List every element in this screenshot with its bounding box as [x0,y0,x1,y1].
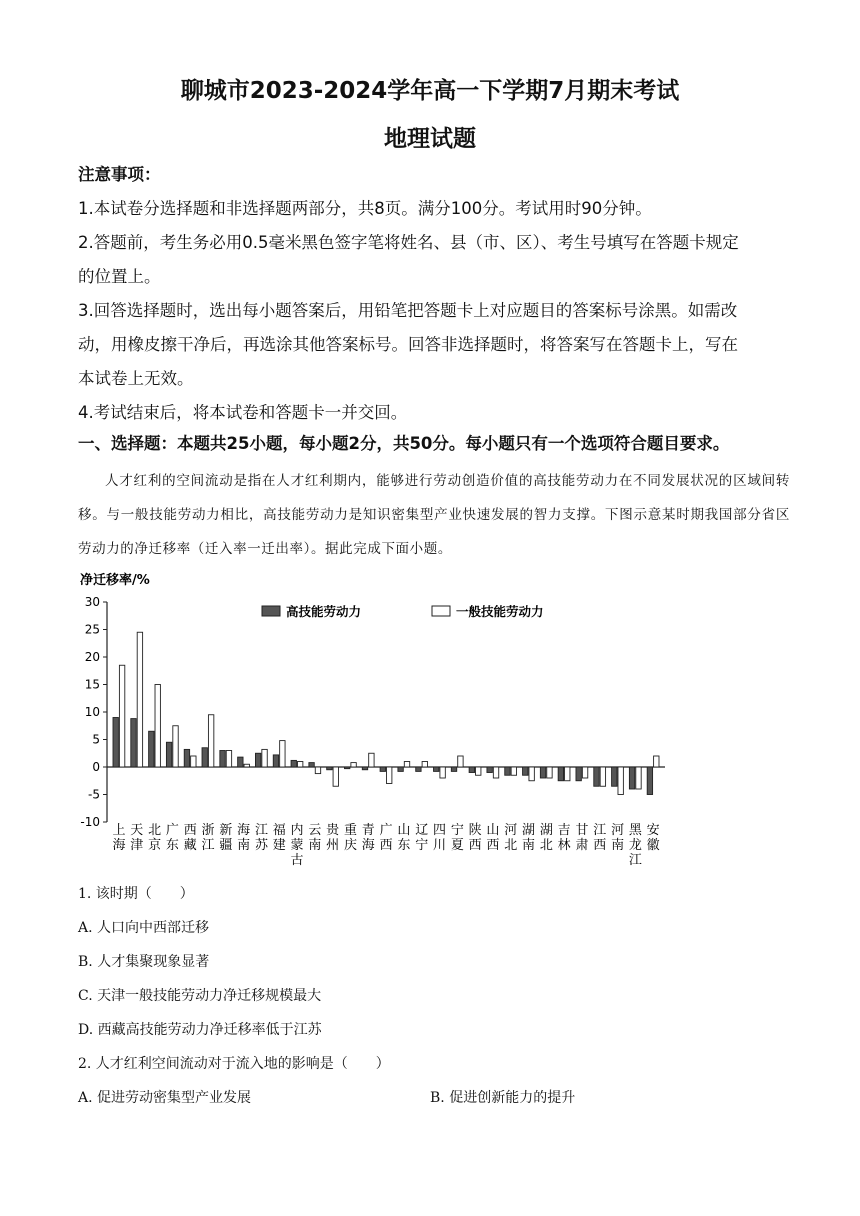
bar-general-skill [493,767,498,778]
bar-general-skill [226,751,231,768]
bar-general-skill [262,749,267,767]
bar-general-skill [600,767,605,786]
exam-title: 聊城市2023-2024学年高一下学期7月期末考试 [180,78,680,104]
bar-high-skill [273,755,278,767]
category-label: 浙江 [201,823,215,853]
bar-general-skill [422,762,427,768]
category-label: 四川 [433,823,447,853]
category-label: 内蒙古 [290,823,304,866]
exam-subtitle: 地理试题 [384,126,476,152]
bar-high-skill [576,767,581,781]
notice-line-3b: 动，用橡皮擦干净后，再选涂其他答案标号。回答非选择题时，将答案写在答题卡上，写在 [78,335,738,354]
bar-high-skill [434,767,439,771]
category-label: 安徽 [646,823,660,853]
bar-general-skill [511,767,516,775]
question-1-option-b: B. 人才集聚现象显著 [78,954,210,970]
bar-high-skill [505,767,510,775]
category-label: 湖南 [522,823,536,853]
bar-general-skill [155,685,160,768]
bar-general-skill [476,767,481,775]
notice-line-2a: 2.答题前，考生务必用0.5毫米黑色签字笔将姓名、县（市、区）、考生号填写在答题卡规定 [78,233,739,252]
question-2-option-b: B. 促进创新能力的提升 [430,1090,576,1106]
bar-high-skill [487,767,492,773]
bar-general-skill [529,767,534,781]
bar-high-skill [647,767,652,795]
notice-block [78,158,788,430]
category-label: 江苏 [254,823,268,853]
bar-high-skill [344,767,349,769]
y-axis-label: 净迁移率/% [80,573,150,588]
category-label: 甘肃 [575,823,589,853]
bar-general-skill [654,756,659,767]
category-label: 福建 [272,823,286,853]
section-title: 一、选择题：本题共25小题，每小题2分，共50分。每小题只有一个选项符合题目要求。 [78,434,730,453]
bar-high-skill [416,767,421,771]
category-label: 上海 [112,823,126,853]
category-label: 陕西 [468,823,482,853]
category-label: 重庆 [343,823,357,853]
bar-high-skill [612,767,617,786]
bar-high-skill [309,763,314,767]
bar-high-skill [629,767,634,789]
question-1: 1. 该时期（ ） [78,886,194,902]
notice-line-2b: 的位置上。 [78,267,161,286]
material-text: 人才红利的空间流动是指在人才红利期内，能够进行劳动创造价值的高技能劳动力在不同发展状况的区域间转移。与一般技能劳动力相比，高技能劳动力是知识密集型产业快速发展的智力支撑。下图示意某时期我国部分省区劳动力的净迁移率（迁入率一迁出率）。据此完成下面小题。 [78,473,790,557]
bar-general-skill [565,767,570,781]
bar-general-skill [582,767,587,778]
legend-swatch [262,606,280,616]
question-1-option-a: A. 人口向中西部迁移 [78,920,210,936]
bar-high-skill [166,742,171,767]
y-tick-label: 5 [92,732,100,747]
y-tick-label: 25 [84,622,100,637]
category-label: 贵州 [326,823,340,853]
legend-label: 一般技能劳动力 [456,604,544,619]
question-1-option-c: C. 天津一般技能劳动力净迁移规模最大 [78,988,322,1004]
bar-high-skill [594,767,599,786]
category-label: 新疆 [219,823,233,853]
y-tick-label: 0 [92,760,100,774]
category-label: 北京 [148,823,162,853]
bar-high-skill [291,760,296,767]
bar-high-skill [558,767,563,781]
y-tick-label: 15 [84,677,100,692]
bar-general-skill [458,756,463,767]
category-label: 广东 [165,823,179,853]
question-1-option-d: D. 西藏高技能劳动力净迁移率低于江苏 [78,1022,322,1038]
bar-general-skill [440,767,445,778]
bar-high-skill [380,767,385,771]
bar-general-skill [333,767,338,786]
bar-high-skill [238,757,243,767]
category-label: 吉林 [557,823,571,853]
bar-general-skill [386,767,391,784]
bar-high-skill [451,767,456,771]
category-label: 山西 [486,823,500,853]
bar-general-skill [173,726,178,767]
y-tick-label: 10 [84,705,100,719]
bar-general-skill [351,763,356,767]
bar-high-skill [131,719,136,767]
bar-high-skill [327,767,332,770]
category-label: 海南 [237,823,251,853]
bar-general-skill [369,753,374,767]
legend-label: 高技能劳动力 [286,604,362,619]
y-tick-label: -5 [88,787,100,802]
category-label: 江西 [593,823,607,853]
bar-general-skill [547,767,552,778]
bar-general-skill [404,762,409,768]
bar-high-skill [540,767,545,778]
category-label: 青海 [361,823,375,853]
bar-general-skill [636,767,641,789]
category-label: 山东 [397,823,411,853]
y-tick-label: -10 [80,815,100,829]
bar-general-skill [137,632,142,767]
category-label: 西藏 [183,823,197,853]
bar-high-skill [220,751,225,768]
category-label: 河北 [504,823,518,853]
question-2: 2. 人才红利空间流动对于流入地的影响是（ ） [78,1056,390,1072]
question-2-option-a: A. 促进劳动密集型产业发展 [78,1090,252,1106]
bar-high-skill [255,753,260,767]
notice-line-1: 1.本试卷分选择题和非选择题两部分，共8页。满分100分。考试用时90分钟。 [78,199,652,218]
category-label: 湖北 [539,823,553,853]
notice-heading: 注意事项： [78,165,161,184]
category-label: 黑龙江 [628,823,642,866]
category-label: 云南 [308,823,322,853]
bar-high-skill [202,748,207,767]
bar-high-skill [149,731,154,767]
bar-general-skill [119,665,124,767]
notice-line-3c: 本试卷上无效。 [78,369,194,388]
bar-high-skill [184,749,189,767]
notice-line-4: 4.考试结束后，将本试卷和答题卡一并交回。 [78,403,408,422]
category-label: 河南 [611,823,625,853]
y-tick-label: 20 [84,650,100,664]
bar-high-skill [469,767,474,773]
category-label: 辽宁 [415,823,429,853]
bar-high-skill [362,767,367,770]
legend-swatch [432,606,450,616]
notice-line-3a: 3.回答选择题时，选出每小题答案后，用铅笔把答题卡上对应题目的答案标号涂黑。如需改 [78,301,738,320]
y-tick-label: 30 [84,595,100,609]
bar-high-skill [113,718,118,768]
bar-general-skill [244,764,249,767]
migration-rate-chart [80,566,680,866]
bar-general-skill [297,762,302,768]
bar-general-skill [208,715,213,767]
bar-high-skill [398,767,403,771]
category-label: 宁夏 [450,823,464,853]
category-label: 广西 [379,823,393,853]
bar-general-skill [618,767,623,795]
bar-general-skill [191,756,196,767]
category-label: 天津 [130,823,144,853]
bar-high-skill [523,767,528,775]
bar-general-skill [280,741,285,767]
bar-general-skill [315,767,320,774]
